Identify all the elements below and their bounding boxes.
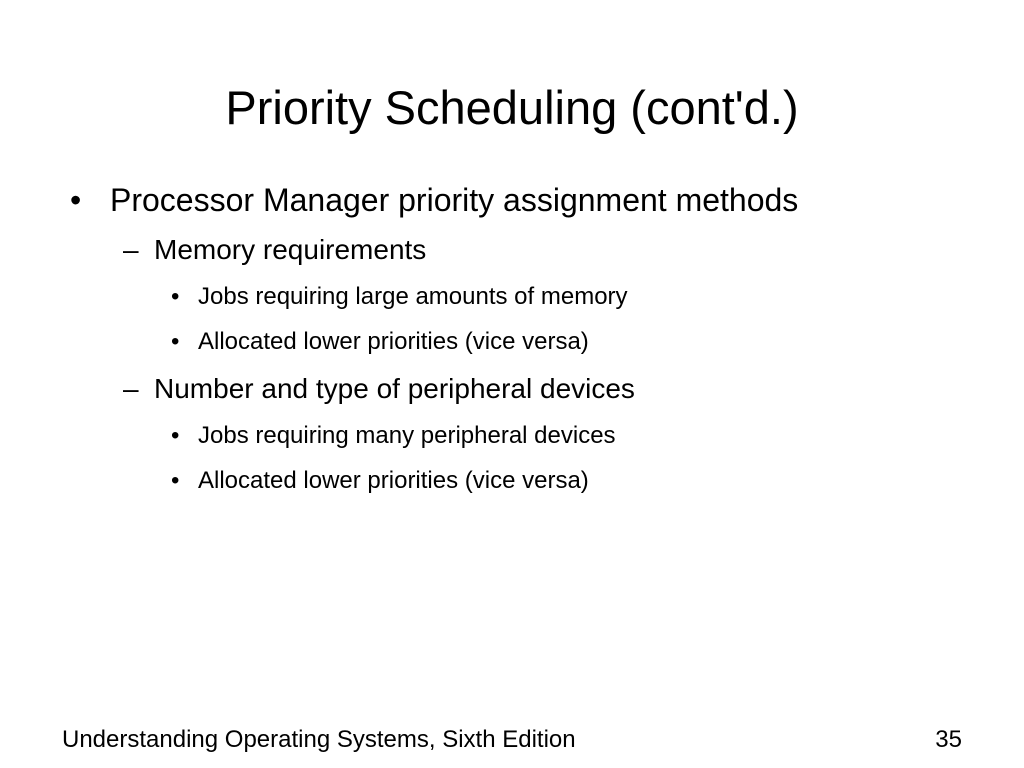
dash-marker: – <box>123 234 139 265</box>
footer-page-number: 35 <box>935 726 962 753</box>
bullet-marker: • <box>171 328 180 355</box>
bullet-marker: • <box>171 422 180 449</box>
bullet-marker: • <box>171 467 180 494</box>
bullet-marker: • <box>70 182 82 218</box>
item-allocated-lower-priorities-2: Allocated lower priorities (vice versa) <box>198 467 589 494</box>
item-allocated-lower-priorities-1: Allocated lower priorities (vice versa) <box>198 328 589 355</box>
item-jobs-many-peripherals: Jobs requiring many peripheral devices <box>198 422 616 449</box>
bullet-processor-manager: Processor Manager priority assignment methods <box>110 182 799 218</box>
sub-bullet-memory-requirements: Memory requirements <box>154 234 427 265</box>
item-jobs-large-memory: Jobs requiring large amounts of memory <box>198 283 628 310</box>
sub-bullet-peripheral-devices: Number and type of peripheral devices <box>154 373 635 404</box>
slide-title: Priority Scheduling (cont'd.) <box>225 81 799 134</box>
bullet-marker: • <box>171 283 180 310</box>
dash-marker: – <box>123 373 139 404</box>
footer-book-title: Understanding Operating Systems, Sixth Edition <box>62 726 576 753</box>
